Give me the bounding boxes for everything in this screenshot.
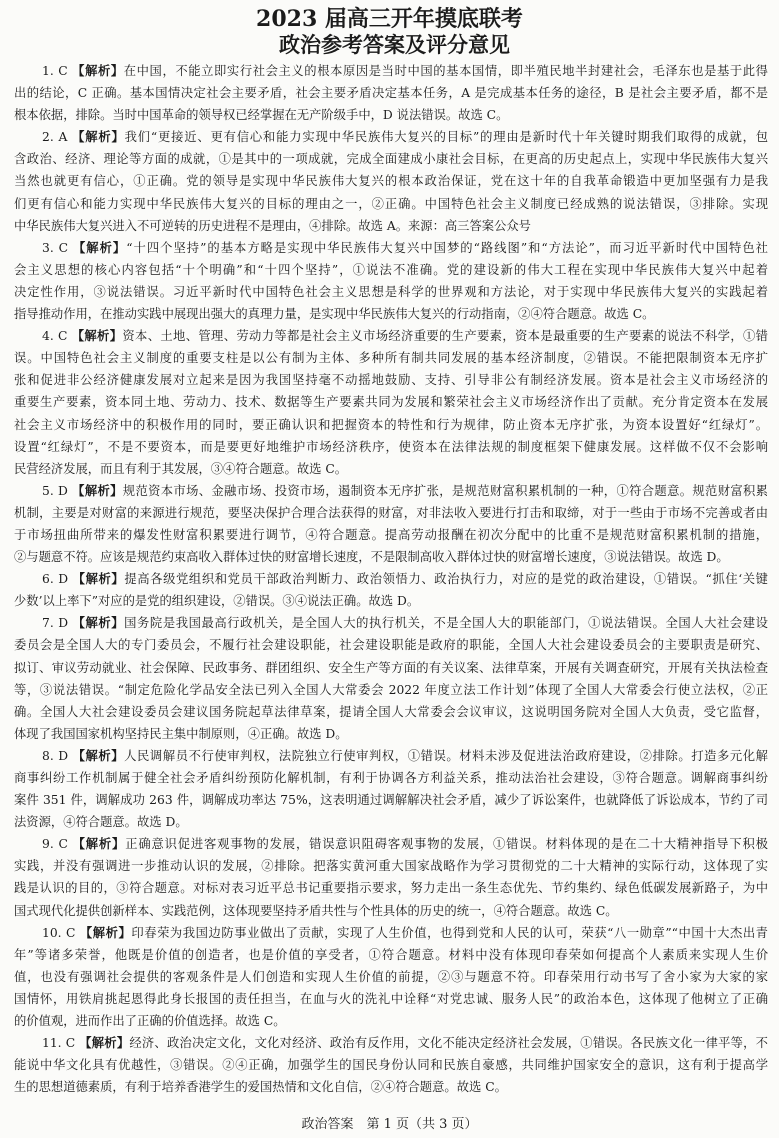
analysis-tag: 【解析】 xyxy=(73,239,127,255)
item-text: 经济、政治决定文化，文化对经济、政治有反作用，文化不能决定经济社会发展，①错误。各民族文化一律平等，不 xyxy=(129,1036,768,1051)
item-line: 国式现代化提供创新样本、实践范例，这体现要坚持矛盾共性与个性具体的历史的统一，④符合题意。故选 C。 xyxy=(14,903,618,918)
item-line: 们更有信心和能力实现中华民族伟大复兴的目标的理由之一，②正确。中国特色社会主义制度已经成熟的说法错误，③排除。实现 xyxy=(14,196,768,211)
page-footer: 政治答案 第 1 页（共 3 页） xyxy=(301,1117,478,1132)
item-line: 商事纠纷工作机制属于健全社会矛盾纠纷预防化解机制，有利于协调各方利益关系，推动法治社会建设，③符合题意。调解商事纠纷 xyxy=(14,771,768,785)
item-line: 根本依据，排除。当时中国革命的领导权已经掌握在无产阶级手中，D 说法错误。故选 C。 xyxy=(14,108,509,123)
item-line xyxy=(14,1032,768,1054)
item-line: 机制，主要是对财富的来源进行规范，要坚决保护合理合法获得的财富，对非法收入要进行打击和取缔，对于一些由于市场不完善或者由 xyxy=(14,505,768,520)
item-line: 含政治、经济、理论等方面的成就，①是其中的一项成就，完成全面建成小康社会目标，在更高的历史起点上，实现中华民族伟大复兴 xyxy=(14,152,768,167)
item-text: 规范资本市场、金融市场、投资市场，遏制资本无序扩张，是规范财富积累机制的一种，①符合题意。规范财富积累 xyxy=(122,483,768,498)
item-line: 年”等诸多荣誉，他既是价值的创造者，也是价值的享受者，①符合题意。材料中没有体现印春荣如何提高个人素质来实现人生价 xyxy=(14,947,768,962)
item-label: 3. C xyxy=(42,240,69,255)
answer-item-2 xyxy=(14,126,768,236)
item-line: 生的思想道德素质，有利于培养香港学生的爱国热情和文化自信，②④符合题意。故选 C。 xyxy=(14,1080,507,1095)
analysis-tag: 【解析】 xyxy=(72,63,124,78)
item-line: 确。全国人大社会建设委员会建议国务院起草法律草案，提请全国人大常委会会议审议，这说明国务院对全国人大负责，受它监督， xyxy=(14,704,768,719)
item-text: 印春荣为我国边防事业做出了贡献，实现了人生价值，也得到党和人民的认可，荣获“八一勋章”“中国十大杰出青 xyxy=(131,925,768,940)
item-label: 5. D xyxy=(42,483,68,498)
item-line xyxy=(14,745,768,767)
item-line: 社会主义市场经济中的积极作用的同时，要正确认识和把握资本的特性和行为规律，防止资本无序扩张，为资本设置好“红绿灯”。 xyxy=(14,417,768,432)
answer-item-5 xyxy=(14,480,768,568)
item-line: 出的结论，C 正确。基本国情决定社会主要矛盾，社会主要矛盾决定基本任务，A 是完成基本任务的途径，B 是社会主要矛盾，都不是 xyxy=(14,86,768,101)
answer-item-11 xyxy=(14,1032,768,1098)
answer-item-6 xyxy=(14,568,768,612)
item-line xyxy=(14,568,768,590)
item-line: 民营经济发展，而且有利于其发展，③④符合题意。故选 C。 xyxy=(14,461,348,476)
item-text: 人民调解员不行使审判权，法院独立行使审判权，①错误。材料未涉及促进法治政府建设，②排除。打造多元化解 xyxy=(124,748,768,763)
answer-item-4 xyxy=(14,325,768,480)
item-label: 6. D xyxy=(42,572,69,587)
item-line: 案件 351 件，调解成功 263 件，调解成功率达 75%，这表明通过调解解决社会矛盾，减少了诉讼案件，也就降低了诉讼成本，节约了司 xyxy=(14,793,768,808)
analysis-tag: 【解析】 xyxy=(72,615,125,631)
item-line: 张和促进非公经济健康发展对立起来是因为我国坚持毫不动摇地鼓励、支持、引导非公有制经济发展。资本是社会主义市场经济的 xyxy=(14,373,768,388)
answer-item-8 xyxy=(14,745,768,833)
item-line: 误。中国特色社会主义制度的重要支柱是以公有制为主体、多种所有制共同发展的基本经济制度，②错误。不能把限制资本无序扩 xyxy=(14,351,768,366)
analysis-tag: 【解析】 xyxy=(72,482,123,498)
item-label: 1. C xyxy=(42,64,68,78)
item-line: 值，也没有强调社会提供的客观条件是人们创造和实现人生价值的前提，②③与题意不符。印春荣用行动书写了舍小家为大家的家 xyxy=(14,969,768,984)
item-line: 会主义思想的核心内容包括“十个明确”和“十四个坚持”，①说法不准确。党的建设新的伟大工程在实现中华民族伟大复兴中起着 xyxy=(14,262,768,277)
item-label: 8. D xyxy=(42,748,69,763)
item-text: 国务院是我国最高行政机关，是全国人大的执行机关，不是全国人大的职能部门，①说法错误。全国人大社会建设 xyxy=(124,616,768,631)
item-text: 正确意识促进客观事物的发展，错误意识阻碍客观事物的发展，①错误。材料体现的是在二十大精神指导下积极 xyxy=(125,837,768,852)
analysis-tag: 【解析】 xyxy=(79,1035,130,1051)
item-line: 指导推动作用，在推动实践中展现出强大的真理力量，是实现中华民族伟大复兴的行动指南，②④符合题意。故选 C。 xyxy=(14,307,655,322)
item-line xyxy=(14,325,768,347)
item-text: 我们“更接近、更有信心和能力实现中华民族伟大复兴的目标”的理由是新时代十年关键时期我们取得的成就，包 xyxy=(124,130,768,145)
item-line: 于市场扭曲所带来的爆发性财富积累要进行调节，④符合题意。提高劳动报酬在初次分配中的比重不是规范财富积累机制的措施， xyxy=(14,527,768,542)
answer-list xyxy=(14,60,768,1098)
analysis-tag: 【解析】 xyxy=(72,129,125,145)
page-subtitle: 政治参考答案及评分意见 xyxy=(279,33,510,57)
item-line: 中华民族伟大复兴进入不可逆转的历史进程不是理由，④排除。故选 A。来源：高三答案公众号 xyxy=(14,218,531,233)
answer-item-7 xyxy=(14,612,768,745)
item-line: 能说中华文化具有优越性，③错误。②④正确，加强学生的国民身份认同和民族自豪感，共同维护国家安全的意识，这有利于提高学 xyxy=(14,1058,768,1073)
item-label: 2. A xyxy=(42,130,68,145)
item-label: 9. C xyxy=(42,837,68,852)
item-label: 4. C xyxy=(42,329,68,344)
item-label: 10. C xyxy=(42,925,76,940)
item-line: 设置“红绿灯”，不是不要资本，而是要更好地维护市场经济秩序，使资本在法律法规的制度框架下健康发展。这样做不仅不会影响 xyxy=(14,439,768,454)
item-line: 重要生产要素，资本同土地、劳动力、技术、数据等生产要素共同为发展和繁荣社会主义市场经济作出了贡献。充分肯定资本在发展 xyxy=(14,395,768,410)
page-title: 2023 届高三开年摸底联考 xyxy=(256,6,523,32)
item-line: 等，③说法错误。“制定危险化学品安全法已列入全国人大常委会 2022 年度立法工作计划”体现了全国人大常委会行使立法权，②正 xyxy=(14,682,768,697)
item-line xyxy=(14,237,768,259)
answer-item-3 xyxy=(14,237,768,325)
item-line: 决定性作用，③说法错误。习近平新时代中国特色社会主义思想是科学的世界观和方法论，对于实现中华民族伟大复兴的实践起着 xyxy=(14,284,768,299)
item-line: 法资源，④符合题意。故选 D。 xyxy=(14,815,188,830)
item-line xyxy=(14,612,768,634)
item-line: 国情怀，用铁肩挑起恩得此身长报国的责任担当，在血与火的洗礼中诠释“对党忠诚、服务人民”的政治本色，这体现了他树立了正确 xyxy=(14,991,768,1006)
analysis-tag: 【解析】 xyxy=(71,328,123,344)
analysis-tag: 【解析】 xyxy=(72,747,125,763)
item-line xyxy=(14,922,768,944)
item-line: 的价值观，进而作出了正确的价值选择。故选 C。 xyxy=(14,1014,286,1029)
analysis-tag: 【解析】 xyxy=(72,571,125,587)
item-text: 提高各级党组织和党员干部政治判断力、政治领悟力、政治执行力，对应的是党的政治建设，①错误。“抓住‘关键 xyxy=(124,572,768,587)
item-line xyxy=(14,126,768,148)
item-line: 拟订、审议劳动就业、社会保障、民政事务、群团组织、安全生产等方面的有关议案、法律草案，开展有关调查研究，开展有关执法检查 xyxy=(14,660,768,675)
item-label: 7. D xyxy=(42,616,69,631)
item-line xyxy=(14,60,768,82)
item-line: 实践，并没有强调进一步推动认识的发展，②排除。把落实黄河重大国家战略作为学习贯彻党的二十大精神的实际行动，这体现了实 xyxy=(14,859,768,874)
item-line: 委员会是全国人大的专门委员会，不履行社会建设职能，社会建设职能是政府的职能，全国人大社会建设委员会的主要职责是研究、 xyxy=(14,638,768,653)
item-line: ②与题意不符。应该是规范约束高收入群体过快的财富增长速度，不是限制高收入群体过快的财富增长速度，③说法错误。故选 D。 xyxy=(14,550,729,565)
item-line: 体现了我国国家机构坚持民主集中制原则，④正确。故选 D。 xyxy=(14,726,348,741)
item-text: 在中国，不能立即实行社会主义的根本原因是当时中国的基本国情，即半殖民地半封建社会，毛泽东也是基于此得 xyxy=(123,64,768,78)
analysis-tag: 【解析】 xyxy=(79,924,132,940)
item-label: 11. C xyxy=(42,1036,76,1051)
item-line xyxy=(14,480,768,502)
answer-item-10 xyxy=(14,922,768,1032)
item-line: 少数’以上率下”对应的是党的组织建设，②错误。③④说法正确。故选 D。 xyxy=(14,594,420,609)
answer-item-9 xyxy=(14,833,768,921)
item-text: 资本、土地、管理、劳动力等都是社会主义市场经济重要的生产要素，资本是最重要的生产要素的说法不科学，①错 xyxy=(122,329,768,344)
item-line: 践是认识的目的，③符合题意。对标对表习近平总书记重要指示要求，努力走出一条生态优先、节约集约、绿色低碳发展新路子，为中 xyxy=(14,881,768,896)
item-line: 当然也就更有信心，①正确。党的领导是实现中华民族伟大复兴的根本政治保证，党在这十年的自我革命锻造中更加坚强有力是我 xyxy=(14,174,768,189)
item-line xyxy=(14,833,768,855)
analysis-tag: 【解析】 xyxy=(72,836,126,852)
answer-item-1 xyxy=(14,60,768,126)
item-text: “十四个坚持”的基本方略是实现中华民族伟大复兴中国梦的“路线图”和“方法论”，而习近平新时代中国特色社 xyxy=(126,240,768,255)
